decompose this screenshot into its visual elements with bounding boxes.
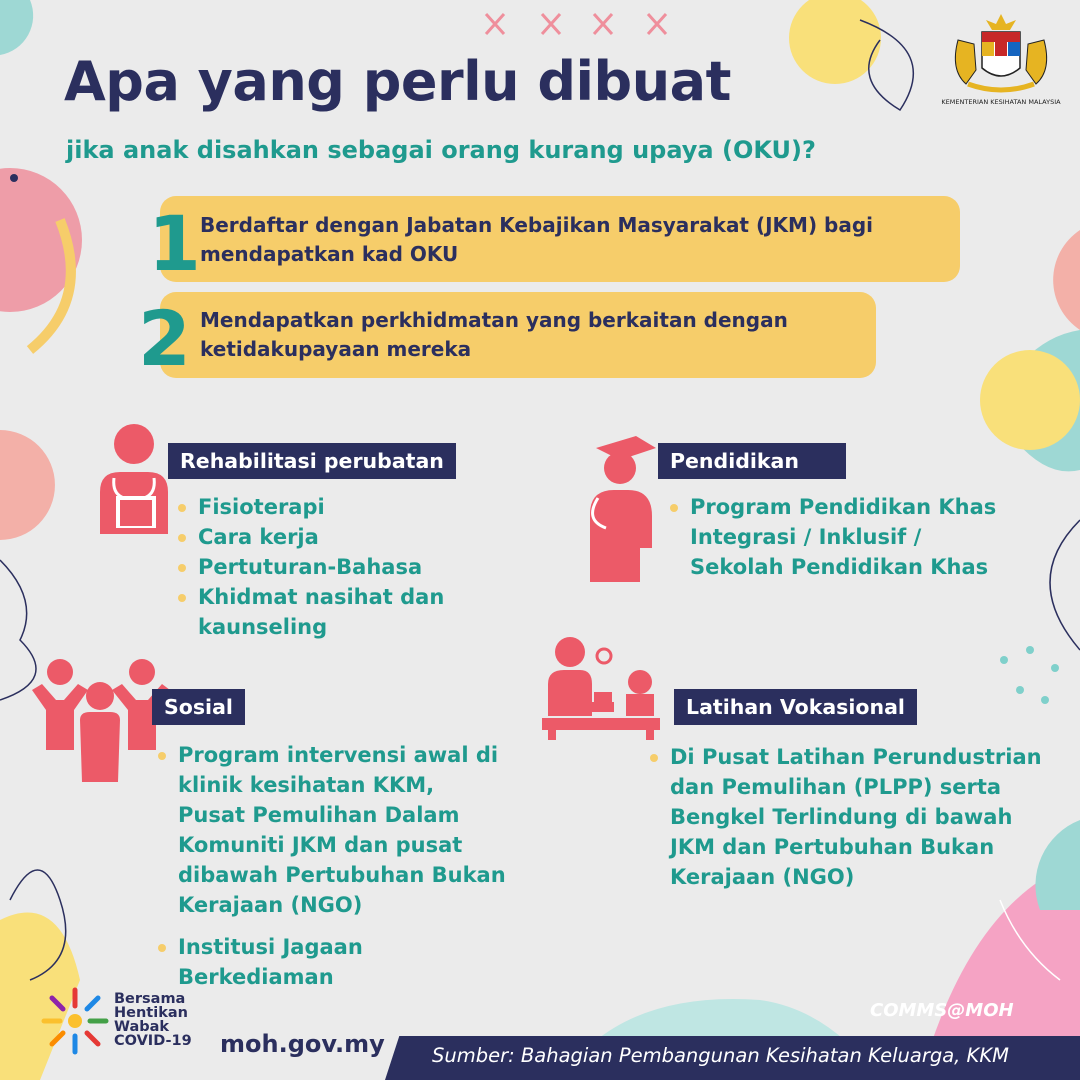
campaign-line-4: COVID-19 [114, 1033, 192, 1049]
education-list [668, 492, 998, 582]
step-2-text: Mendapatkan perkhidmatan yang berkaitan dengan ketidakupayaan mereka [200, 308, 788, 361]
people-group-icon [30, 658, 170, 782]
campaign-line-1: Bersama [114, 991, 186, 1007]
list-item: Fisioterapi [176, 492, 496, 522]
source-text: Sumber: Bahagian Pembangunan Kesihatan Keluarga, KKM [432, 1044, 1009, 1067]
vocational-list [648, 742, 1058, 892]
website-link[interactable]: moh.gov.my [220, 1030, 385, 1058]
list-item: Program Pendidikan Khas Integrasi / Inklusif / Sekolah Pendidikan Khas [668, 492, 998, 582]
list-item: Program intervensi awal di klinik kesihatan KKM, Pusat Pemulihan Dalam Komuniti JKM dan pusat dibawah Pertubuhan Bukan Kerajaan (NGO) [156, 740, 506, 920]
page-subtitle: jika anak disahkan sebagai orang kurang upaya (OKU)? [66, 136, 816, 164]
list-item: Institusi Jagaan Berkediaman [156, 932, 506, 992]
campaign-line-3: Wabak [114, 1019, 170, 1035]
education-banner: Pendidikan [658, 443, 846, 479]
step-1-number: 1 [148, 199, 201, 288]
vocational-training-icon [542, 636, 662, 740]
campaign-logo [40, 986, 222, 1062]
campaign-line-2: Hentikan [114, 1005, 188, 1021]
coat-of-arms-icon [946, 10, 1056, 96]
comms-credit: COMMS@MOH [870, 1000, 1014, 1021]
list-item: Khidmat nasihat dan kaunseling [176, 582, 496, 642]
rehab-banner: Rehabilitasi perubatan [168, 443, 456, 479]
list-item: Cara kerja [176, 522, 496, 552]
step-2-number: 2 [138, 294, 191, 383]
list-item: Pertuturan-Bahasa [176, 552, 496, 582]
ministry-logo [936, 10, 1066, 106]
ministry-name: KEMENTERIAN KESIHATAN MALAYSIA [941, 98, 1061, 106]
sunburst-icon [40, 986, 110, 1056]
graduate-icon [580, 436, 660, 582]
rehab-list [176, 492, 496, 642]
social-list [156, 740, 506, 992]
step-1-text: Berdaftar dengan Jabatan Kebajikan Masyarakat (JKM) bagi mendapatkan kad OKU [200, 213, 874, 266]
list-item: Di Pusat Latihan Perundustrian dan Pemulihan (PLPP) serta Bengkel Terlindung di bawah JKM dan Pertubuhan Bukan Kerajaan (NGO) [648, 742, 1058, 892]
page-title: Apa yang perlu dibuat [64, 50, 731, 113]
vocational-banner: Latihan Vokasional [674, 689, 917, 725]
social-banner: Sosial [152, 689, 245, 725]
